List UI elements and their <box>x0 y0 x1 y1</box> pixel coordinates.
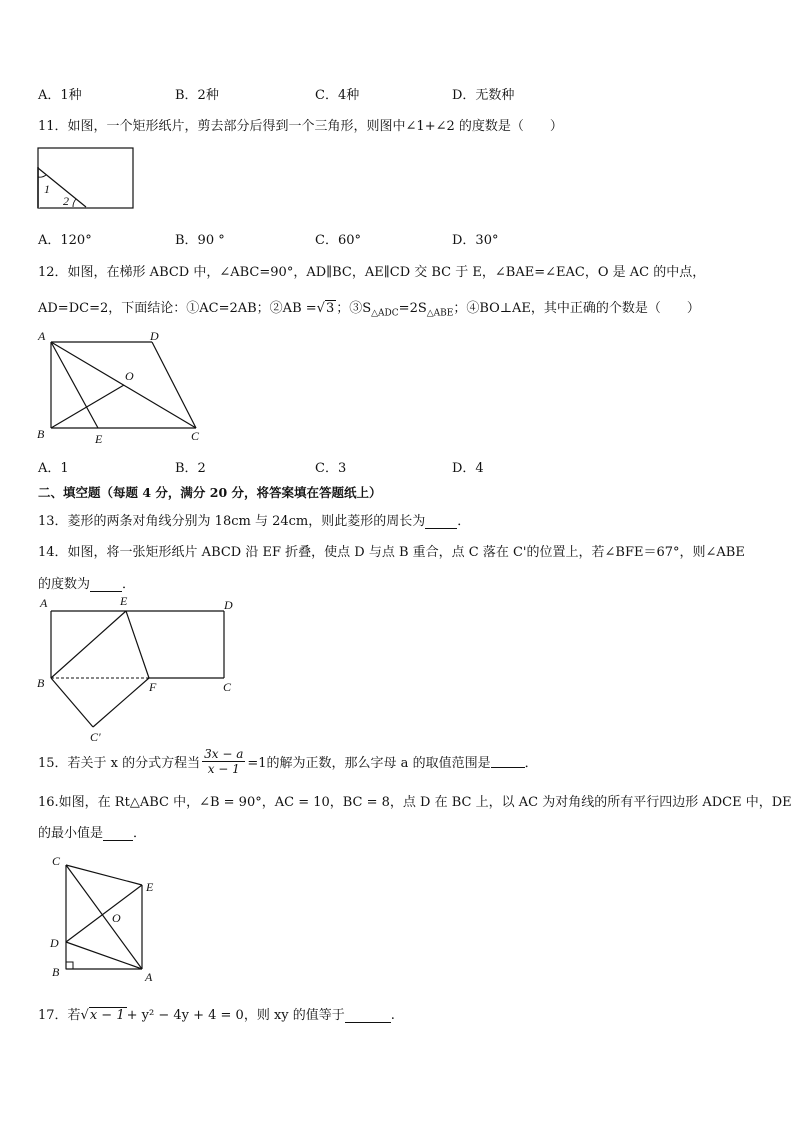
q14-seg-bcp <box>51 678 93 727</box>
q13-answer-blank[interactable] <box>425 516 457 529</box>
q14-stem-line1: 14．如图，将一张矩形纸片 ABCD 沿 EF 折叠，使点 D 与点 B 重合，点 C 落在 C'的位置上，若∠BFE＝67°，则∠ABE <box>38 545 745 560</box>
q16-stem-line1: 16.如图，在 Rt△ABC 中，∠B = 90°，AC = 10，BC = 8，点 D 在 BC 上，以 AC 为对角线的所有平行四边形 ADCE 中，DE <box>38 795 792 810</box>
q16-label-o: O <box>112 911 121 925</box>
q12-label-d: D <box>150 329 159 343</box>
q11-figure <box>36 145 136 211</box>
q12-option-c[interactable]: C．3 <box>315 461 347 476</box>
q12-text-a: AD=DC=2，下面结论：①AC=2AB；②AB = <box>38 301 317 316</box>
q16-stem-line2 <box>38 822 146 841</box>
q11-stem: 11．如图，一个矩形纸片，剪去部分后得到一个三角形，则图中∠1+∠2 的度数是（ ） <box>38 119 563 134</box>
q14-answer-blank[interactable] <box>90 579 122 592</box>
q17-stem: 17．若√x − 1 + y² − 4y + 4 = 0，则 xy 的值等于 . <box>38 1008 395 1023</box>
q15-text-post: =1的解为正数，那么字母 a 的取值范围是 <box>247 755 491 771</box>
q16-label-c: C <box>52 854 61 868</box>
q16-seg-de <box>66 885 142 942</box>
q12-text-b: ；③S <box>336 301 372 316</box>
q15-stem <box>38 742 538 780</box>
q11-label-2: 2 <box>63 194 69 208</box>
q16-text: 的最小值是 <box>38 826 104 841</box>
q11-option-a[interactable]: A．120° <box>38 233 92 248</box>
q16-figure <box>42 848 167 988</box>
q12-sqrt: 3 <box>325 301 335 316</box>
q14-label-a: A <box>40 596 48 610</box>
q12-option-b[interactable]: B．2 <box>175 461 206 476</box>
q14-label-d: D <box>224 598 233 612</box>
q10-option-d[interactable]: D．无数种 <box>452 88 515 103</box>
q14-stem-line2 <box>38 573 135 592</box>
q12-seg-bo <box>51 385 124 428</box>
q15-fraction <box>202 747 245 776</box>
q17-text-pre: 17．若 <box>38 1008 81 1023</box>
q12-stem-line1: 12．如图，在梯形 ABCD 中，∠ABC=90°，AD∥BC，AE∥CD 交 BC 于 E，∠BAE=∠EAC，O 是 AC 的中点， <box>38 265 706 280</box>
q11-options <box>0 229 794 247</box>
section-2-heading: 二、填空题（每题 4 分，满分 20 分，将答案填在答题纸上） <box>38 485 382 500</box>
q16-seg-ce <box>66 865 142 885</box>
q15-text-pre: 15．若关于 x 的分式方程当 <box>38 755 201 771</box>
q12-figure <box>30 326 220 448</box>
q12-label-b: B <box>37 427 45 441</box>
q16-label-d: D <box>50 936 59 950</box>
q12-label-c: C <box>191 429 200 443</box>
q16-seg-ca <box>66 865 142 969</box>
q12-stem-line2: AD=DC=2，下面结论：①AC=2AB；②AB =√3 ；$③S_{\triangle ADC}=2S_{\triangle ABE}$；④BO⊥AE，其中正确的个数是（ ） <box>38 301 700 319</box>
q12-sub-adc: △ADC <box>371 308 399 319</box>
q16-label-a: A <box>145 970 153 984</box>
q11-angle1-arc <box>38 175 46 177</box>
q14-figure <box>30 594 245 746</box>
q11-angle2-arc <box>73 199 76 207</box>
q16-label-e: E <box>146 880 154 894</box>
q17-text-mid: + y² − 4y + 4 = 0，则 xy 的值等于 <box>126 1008 345 1023</box>
q13-end: ． <box>457 514 471 529</box>
q15-numerator: 3x − a <box>204 746 244 761</box>
q15-answer-blank[interactable] <box>491 755 525 768</box>
q12-seg-ae <box>51 342 98 428</box>
q10-option-c[interactable]: C．4种 <box>315 88 360 103</box>
q10-option-b[interactable]: B．2种 <box>175 88 219 103</box>
q14-seg-ef <box>126 611 149 678</box>
q15-end: ． <box>524 755 538 771</box>
q11-rectangle <box>38 148 133 208</box>
q12-options <box>0 457 794 475</box>
q14-label-c: C <box>223 680 232 694</box>
q12-label-a: A <box>38 329 46 343</box>
q12-option-d[interactable]: D．4 <box>452 461 484 476</box>
q17-end: . <box>390 1008 395 1023</box>
q14-end: ． <box>122 577 136 592</box>
q12-label-e: E <box>95 432 103 446</box>
q14-label-b: B <box>37 676 45 690</box>
q14-label-e: E <box>120 594 128 608</box>
q16-end: ． <box>133 826 147 841</box>
q14-label-cprime: C' <box>90 730 101 744</box>
q14-text: 的度数为 <box>38 577 91 592</box>
q13-text: 13．菱形的两条对角线分别为 18cm 与 24cm，则此菱形的周长为 <box>38 514 426 529</box>
q13-stem <box>38 510 470 529</box>
q17-sqrt: x − 1 <box>89 1008 125 1023</box>
q12-text-d: ；④BO⊥AE，其中正确的个数是（ ） <box>453 301 700 316</box>
q11-option-d[interactable]: D．30° <box>452 233 499 248</box>
q16-seg-da <box>66 942 142 969</box>
q17-answer-blank[interactable] <box>345 1010 391 1023</box>
q14-seg-fcp <box>93 678 149 727</box>
q12-option-a[interactable]: A．1 <box>38 461 69 476</box>
q16-label-b: B <box>52 965 60 979</box>
q15-denominator: x − 1 <box>207 761 240 776</box>
q16-answer-blank[interactable] <box>103 828 133 841</box>
q12-label-o: O <box>125 369 134 383</box>
q12-sub-abe: △ABE <box>426 308 454 319</box>
q11-option-c[interactable]: C．60° <box>315 233 361 248</box>
q14-seg-eb <box>51 611 126 678</box>
q10-option-a[interactable]: A．1种 <box>38 88 82 103</box>
q11-option-b[interactable]: B．90 ° <box>175 233 225 248</box>
q11-label-1: 1 <box>44 182 50 196</box>
q10-options <box>0 84 794 102</box>
q16-right-angle-mark <box>66 962 73 969</box>
q12-text-c: =2S <box>398 301 427 316</box>
q14-label-f: F <box>149 680 157 694</box>
